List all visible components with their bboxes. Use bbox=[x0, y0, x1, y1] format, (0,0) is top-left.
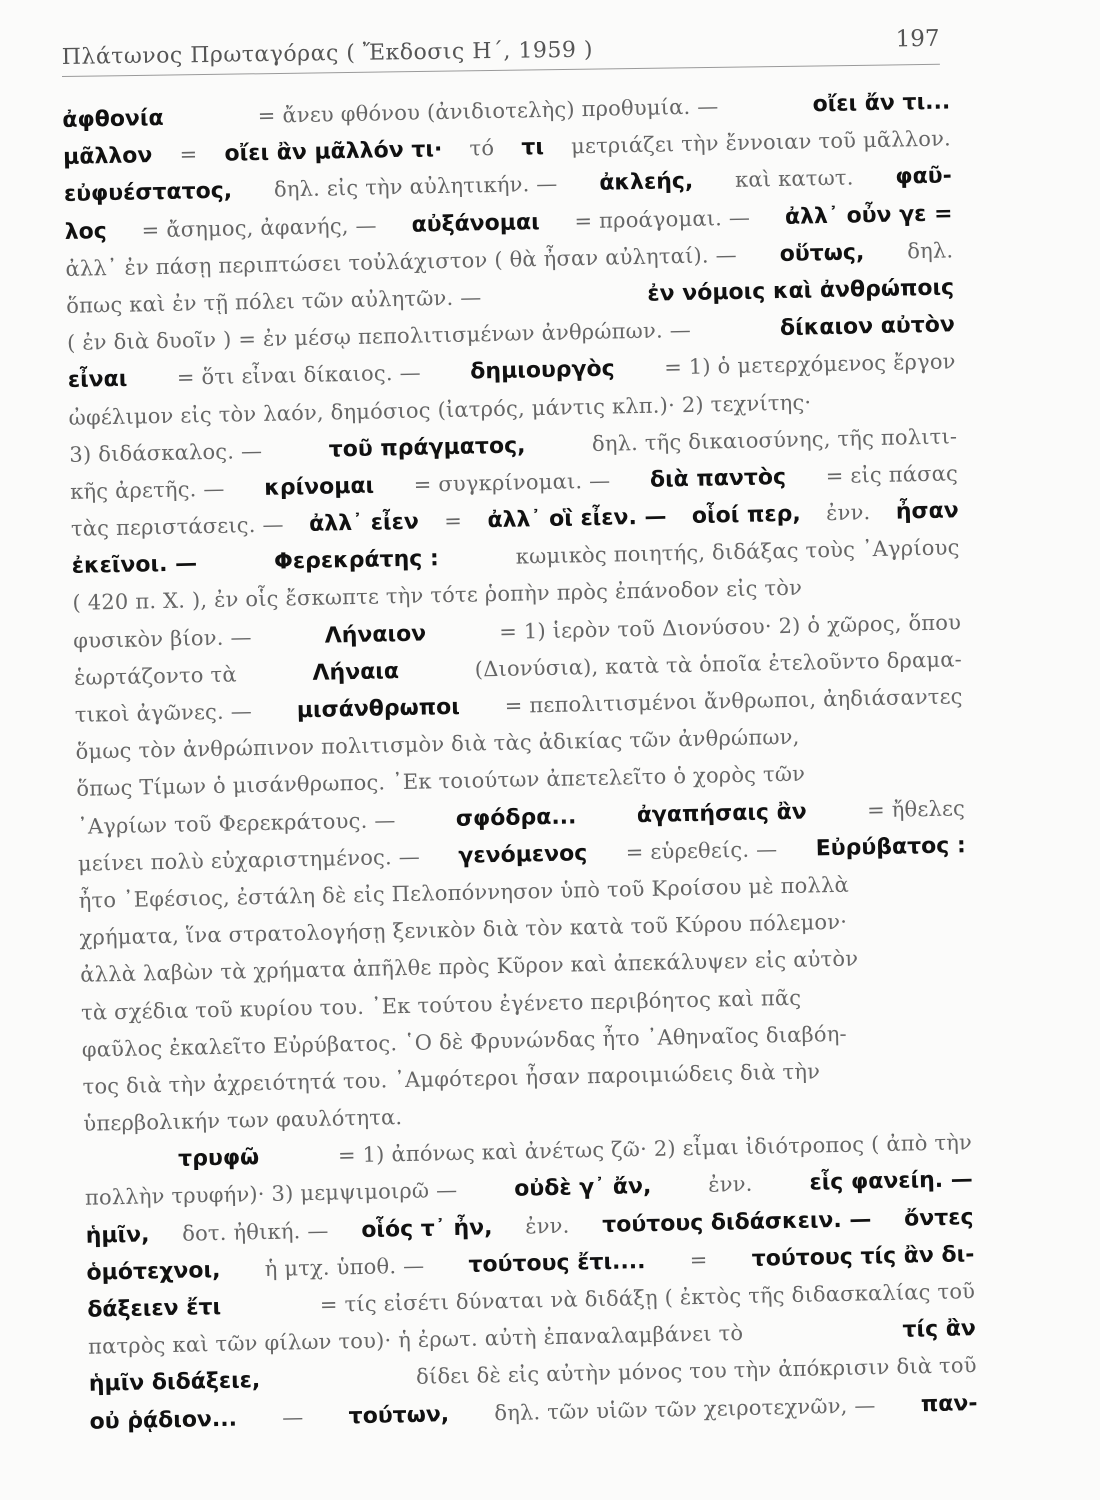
gloss-text: τικοὶ ἀγῶνες. — bbox=[74, 699, 253, 727]
headword: τρυφῶ bbox=[177, 1145, 260, 1173]
headword: οὐ ῥᾴδιον... bbox=[89, 1406, 238, 1435]
gloss-text: = ἄνευ φθόνου (ἀνιδιοτελὴς) προθυμία. — bbox=[257, 94, 719, 128]
gloss-text: ἐνν. bbox=[524, 1213, 570, 1239]
headword: ἡμῖν διδάξειε, bbox=[88, 1368, 261, 1398]
headword: δίκαιον αὐτὸν bbox=[779, 312, 956, 342]
gloss-text: χρήματα, ἵνα στρατολογήσῃ ξενικὸν διὰ τὸν κατὰ τοῦ Κύρου πόλεμον· bbox=[79, 909, 848, 950]
headword: λος bbox=[64, 218, 108, 245]
headword: εἷς φανείη. — bbox=[809, 1167, 974, 1197]
gloss-text: κωμικὸς ποιητής, διδάξας τοὺς ᾿Αγρίους bbox=[515, 535, 960, 569]
gloss-text: = ἄσημος, ἀφανής, — bbox=[141, 213, 377, 242]
gloss-text: = συγκρίνομαι. — bbox=[413, 468, 611, 497]
gloss-text: ἡ μτχ. ὑποθ. — bbox=[264, 1253, 425, 1281]
gloss-text: δίδει δὲ εἰς αὐτὴν μόνος του τὴν ἀπόκρισιν διὰ τοῦ bbox=[415, 1353, 977, 1390]
headword: μισάνθρωποι bbox=[296, 694, 461, 724]
headword: ἀλλ᾿ εἶεν bbox=[308, 509, 420, 537]
gloss-text: ἦτο ᾿Εφέσιος, ἐστάλη δὲ εἰς Πελοπόννησον ὑπὸ τοῦ Κροίσου μὲ πολλὰ bbox=[78, 872, 850, 913]
headword: ἐκεῖνοι. — bbox=[71, 551, 198, 580]
gloss-text: ἐνν. bbox=[707, 1172, 753, 1198]
headword: παν- bbox=[920, 1390, 978, 1417]
headword: τούτους ἔτι.... bbox=[468, 1248, 646, 1278]
gloss-text: = πεπολιτισμένοι ἄνθρωποι, ἀηδιάσαντες bbox=[504, 684, 963, 718]
gloss-text: = ἤθελες bbox=[866, 795, 966, 822]
gloss-text: ὅμως τὸν ἀνθρώπινον πολιτισμὸν διὰ τὰς ἀδικίας τῶν ἀνθρώπων, bbox=[75, 724, 800, 765]
headword: ἀφθονία bbox=[62, 105, 164, 133]
headword: μᾶλλον bbox=[62, 143, 153, 171]
headword: οἷοί περ, bbox=[691, 501, 801, 529]
gloss-text: κῆς ἀρετῆς. — bbox=[69, 476, 225, 504]
headword: ἦσαν bbox=[895, 498, 960, 525]
gloss-text: ᾿Αγρίων τοῦ Φερεκράτους. — bbox=[76, 807, 396, 839]
headword: ἐν νόμοις καὶ ἀνθρώποις bbox=[647, 275, 955, 307]
headword: γενόμενος bbox=[458, 840, 588, 869]
gloss-text: δοτ. ἠθική. — bbox=[181, 1218, 329, 1246]
gloss-text: τό bbox=[469, 136, 495, 161]
gloss-text: τὰς περιστάσεις. — bbox=[70, 512, 284, 541]
headword: αὐξάνομαι bbox=[411, 209, 540, 238]
gloss-text: πατρὸς καὶ τῶν φίλων του)· ἡ ἐρωτ. αὐτὴ ἐπαναλαμβάνει τὸ bbox=[87, 1321, 744, 1359]
headword: οὐδὲ γ᾿ ἄν, bbox=[513, 1174, 652, 1203]
gloss-text: ( 420 π. Χ. ), ἐν οἷς ἔσκωπτε τὴν τότε ῥοπὴν πρὸς ἐπάνοδον εἰς τὸν bbox=[72, 576, 803, 616]
headword: σφόδρα... bbox=[455, 803, 577, 832]
gloss-text: ὅπως καὶ ἐν τῇ πόλει τῶν αὐλητῶν. — bbox=[66, 285, 482, 318]
gloss-text: = ὅτι εἶναι δίκαιος. — bbox=[176, 360, 422, 390]
headword: οἷός τ᾿ ἦν, bbox=[361, 1214, 493, 1243]
gloss-text: = 1) ὁ μετερχόμενος ἔργον bbox=[663, 349, 956, 380]
gloss-text: = bbox=[179, 142, 198, 167]
headword: εὐφυέστατος, bbox=[63, 178, 233, 208]
headword: τοῦ πράγματος, bbox=[328, 433, 526, 463]
running-head bbox=[61, 24, 939, 77]
headword: τι bbox=[521, 135, 545, 161]
headword: δάξειεν ἔτι bbox=[87, 1294, 222, 1323]
gloss-text: = 1) ἀπόνως καὶ ἀνέτως ζῶ· 2) εἶμαι ἰδιότροπος ( ἀπὸ τὴν bbox=[337, 1130, 973, 1168]
gloss-text: = bbox=[443, 508, 463, 534]
gloss-text: ( ἐν διὰ δυοῖν ) = ἐν μέσῳ πεπολιτισμένων ἀνθρώπων. — bbox=[66, 318, 692, 356]
gloss-text: μετριάζει τὴν ἔννοιαν τοῦ μᾶλλον. bbox=[570, 126, 952, 159]
gloss-text: — bbox=[281, 1404, 304, 1430]
gloss-text: = εὑρεθείς. — bbox=[625, 836, 778, 865]
page-number: 197 bbox=[895, 25, 940, 53]
gloss-text: ὅπως Τίμων ὁ μισάνθρωπος. ᾿Εκ τοιούτων ἀπετελεῖτο ὁ χορὸς τῶν bbox=[76, 761, 806, 802]
gloss-text: = 1) ἱερὸν τοῦ Διονύσου· 2) ὁ χῶρος, ὅπου bbox=[498, 609, 962, 644]
headword: δημιουργὸς bbox=[470, 356, 615, 385]
gloss-text: δηλ. τῶν υἱῶν τῶν χειροτεχνῶν, — bbox=[494, 1392, 876, 1425]
gloss-text: φυσικὸν βίον. — bbox=[73, 624, 252, 653]
headword: εἶναι bbox=[67, 367, 128, 394]
gloss-text: ἀλλ᾿ ἐν πάσῃ περιπτώσει τοὐλάχιστον ( θὰ ἦσαν αὐληταί). — bbox=[65, 242, 738, 281]
gloss-text: 3) διδάσκαλος. — bbox=[69, 438, 263, 467]
gloss-text: ὠφέλιμον εἰς τὸν λαόν, δημόσιος (ἰατρός, μάντις κλπ.)· 2) τεχνίτης· bbox=[68, 389, 812, 430]
headword: τούτων, bbox=[348, 1401, 450, 1429]
gloss-text: (Διονύσια), κατὰ τὰ ὁποῖα ἐτελοῦντο δραμα- bbox=[474, 647, 963, 682]
headword: Λήναιον bbox=[324, 621, 427, 649]
headword: Λήναια bbox=[312, 658, 400, 686]
headword: ἀλλ᾿ οὖν γε = bbox=[784, 200, 953, 230]
gloss-text: δηλ. bbox=[907, 238, 954, 264]
headword: οἴει ἂν μᾶλλόν τι· bbox=[224, 137, 443, 167]
gloss-text: = bbox=[689, 1247, 708, 1272]
gloss-text: πολλὴν τρυφήν)· 3) μεμψιμοιρῶ — bbox=[84, 1178, 458, 1211]
headword: διὰ παντὸς bbox=[649, 464, 787, 493]
headword: φαῦ- bbox=[895, 163, 952, 190]
gloss-text: ἐνν. bbox=[825, 500, 871, 526]
gloss-text: φαῦλος ἐκαλεῖτο Εὐρύβατος. ῾Ο δὲ Φρυνώνδας ἦτο ᾿Αθηναῖος διαβόη- bbox=[81, 1021, 848, 1062]
headword: ἡμῖν, bbox=[85, 1222, 150, 1249]
gloss-text: ὑπερβολικήν των φαυλότητα. bbox=[83, 1105, 403, 1136]
headword: ὁμότεχνοι, bbox=[86, 1257, 221, 1286]
headword: ἀλλ᾿ οἳ εἶεν. — bbox=[487, 504, 667, 534]
headword: ἀκλεής, bbox=[599, 169, 694, 197]
headword: ἀγαπήσαις ἂν bbox=[636, 799, 807, 828]
gloss-text: = τίς εἰσέτι δύναται νὰ διδάξῃ ( ἐκτὸς τῆς διδασκαλίας τοῦ bbox=[319, 1279, 976, 1317]
gloss-text: ἀλλὰ λαβὼν τὰ χρήματα ἀπῆλθε πρὸς Κῦρον καὶ ἀπεκάλυψεν εἰς αὐτὸν bbox=[80, 946, 859, 988]
gloss-text: δηλ. εἰς τὴν αὐλητικήν. — bbox=[273, 172, 558, 202]
gloss-text: = εἰς πάσας bbox=[825, 461, 959, 488]
headword: τίς ἂν bbox=[902, 1316, 977, 1343]
headword: οἴει ἄν τι... bbox=[812, 89, 951, 118]
gloss-text: = προάγομαι. — bbox=[574, 205, 751, 233]
headword: τούτους διδάσκειν. — bbox=[601, 1206, 872, 1238]
headword: οὕτως, bbox=[779, 239, 865, 267]
headword: Φερεκράτης : bbox=[273, 546, 440, 575]
headword: ὄντες bbox=[903, 1204, 974, 1232]
running-title: Πλάτωνος Πρωταγόρας ( Ἔκδοσις Η΄, 1959 ) bbox=[61, 37, 594, 71]
glossary-text-block bbox=[62, 83, 978, 1440]
gloss-text: καὶ κατωτ. bbox=[734, 165, 854, 193]
gloss-text: ἑωρτάζοντο τὰ bbox=[73, 662, 237, 690]
headword: κρίνομαι bbox=[263, 473, 375, 501]
headword: τούτους τίς ἂν δι- bbox=[751, 1241, 975, 1272]
gloss-text: τος διὰ τὴν ἀχρειότητά του. ᾿Αμφότεροι ἦσαν παροιμιώδεις διὰ τὴν bbox=[82, 1059, 821, 1099]
headword: Εὐρύβατος : bbox=[815, 832, 967, 862]
gloss-text: μείνει πολὺ εὐχαριστημένος. — bbox=[77, 844, 421, 876]
gloss-text: τὰ σχέδια τοῦ κυρίου του. ᾿Εκ τούτου ἐγένετο περιβόητος καὶ πᾶς bbox=[80, 985, 802, 1025]
gloss-text: δηλ. τῆς δικαιοσύνης, τῆς πολιτι- bbox=[591, 424, 958, 456]
